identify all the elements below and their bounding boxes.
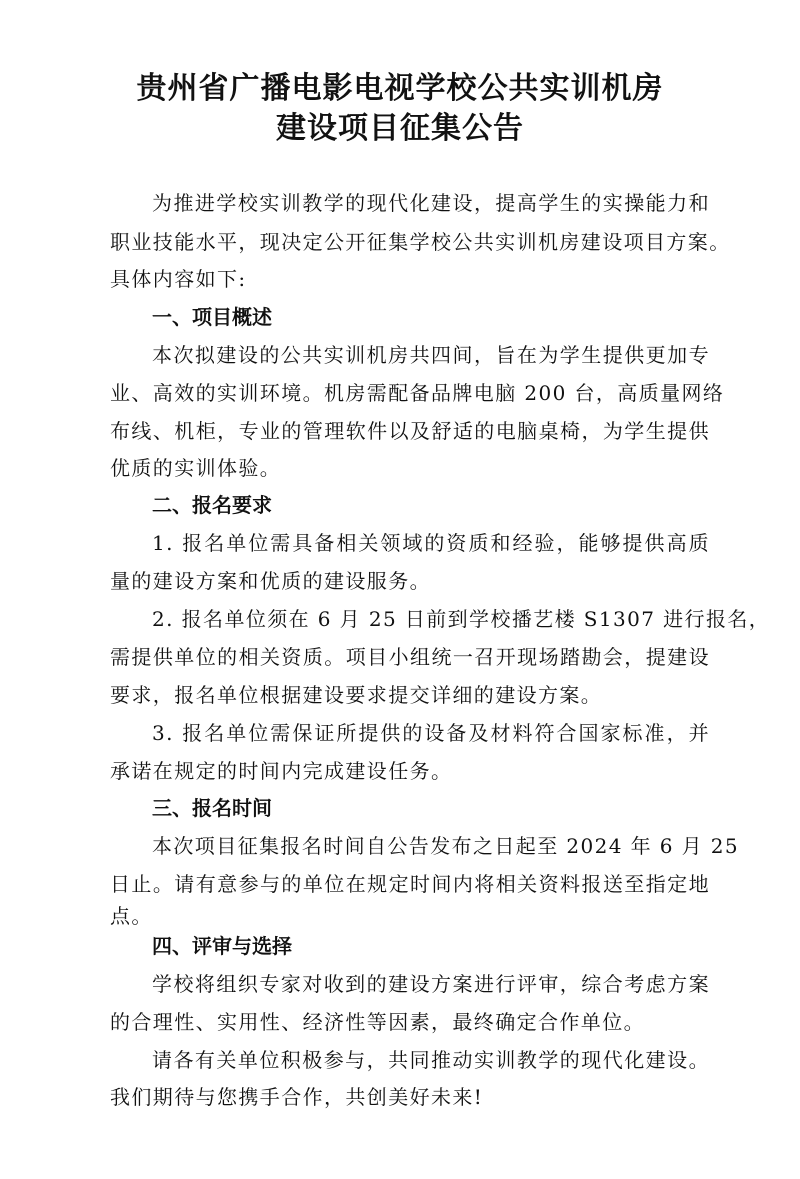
section-1-line-3: 布线、机柜，专业的管理软件以及舒适的电脑桌椅，为学生提供 [110, 419, 710, 443]
section-3-line-3: 点。 [110, 904, 153, 928]
section-4-line-2: 的合理性、实用性、经济性等因素，最终确定合作单位。 [110, 1010, 645, 1034]
closing-line-1: 请各有关单位积极参与，共同推动实训教学的现代化建设。 [152, 1048, 710, 1072]
section-3-line-2: 日止。请有意参与的单位在规定时间内将相关资料报送至指定地 [110, 872, 710, 896]
section-3-line-1: 本次项目征集报名时间自公告发布之日起至 2024 年 6 月 25 [152, 834, 740, 858]
section-1-heading: 一、项目概述 [152, 305, 272, 329]
section-2-item-3-line-2: 承诺在规定的时间内完成建设任务。 [110, 759, 453, 783]
title-line-2: 建设项目征集公告 [276, 111, 524, 146]
section-1-line-1: 本次拟建设的公共实训机房共四间，旨在为学生提供更加专 [152, 343, 710, 367]
intro-line-1: 为推进学校实训教学的现代化建设，提高学生的实操能力和 [152, 191, 710, 215]
section-1-line-2: 业、高效的实训环境。机房需配备品牌电脑 200 台，高质量网络 [110, 381, 725, 405]
intro-line-2: 职业技能水平，现决定公开征集学校公共实训机房建设项目方案。 [110, 230, 731, 254]
section-4-heading: 四、评审与选择 [152, 934, 292, 958]
section-2-item-2-line-1: 2. 报名单位须在 6 月 25 日前到学校播艺楼 S1307 进行报名， [152, 607, 771, 631]
section-3-heading: 三、报名时间 [152, 796, 272, 820]
title-line-1: 贵州省广播电影电视学校公共实训机房 [136, 71, 664, 106]
section-2-item-1-line-2: 量的建设方案和优质的建设服务。 [110, 569, 431, 593]
section-1-line-4: 优质的实训体验。 [110, 456, 282, 480]
closing-line-2: 我们期待与您携手合作，共创美好未来! [110, 1085, 484, 1109]
section-2-item-2-line-3: 要求，报名单位根据建设要求提交详细的建设方案。 [110, 683, 603, 707]
section-2-heading: 二、报名要求 [152, 493, 272, 517]
section-4-line-1: 学校将组织专家对收到的建设方案进行评审，综合考虑方案 [152, 972, 710, 996]
section-2-item-2-line-2: 需提供单位的相关资质。项目小组统一召开现场踏勘会，提建设 [110, 645, 710, 669]
section-2-item-1-line-1: 1. 报名单位需具备相关领域的资质和经验，能够提供高质 [152, 531, 710, 555]
intro-line-3: 具体内容如下: [110, 267, 247, 291]
section-2-item-3-line-1: 3. 报名单位需保证所提供的设备及材料符合国家标准，并 [152, 721, 710, 745]
